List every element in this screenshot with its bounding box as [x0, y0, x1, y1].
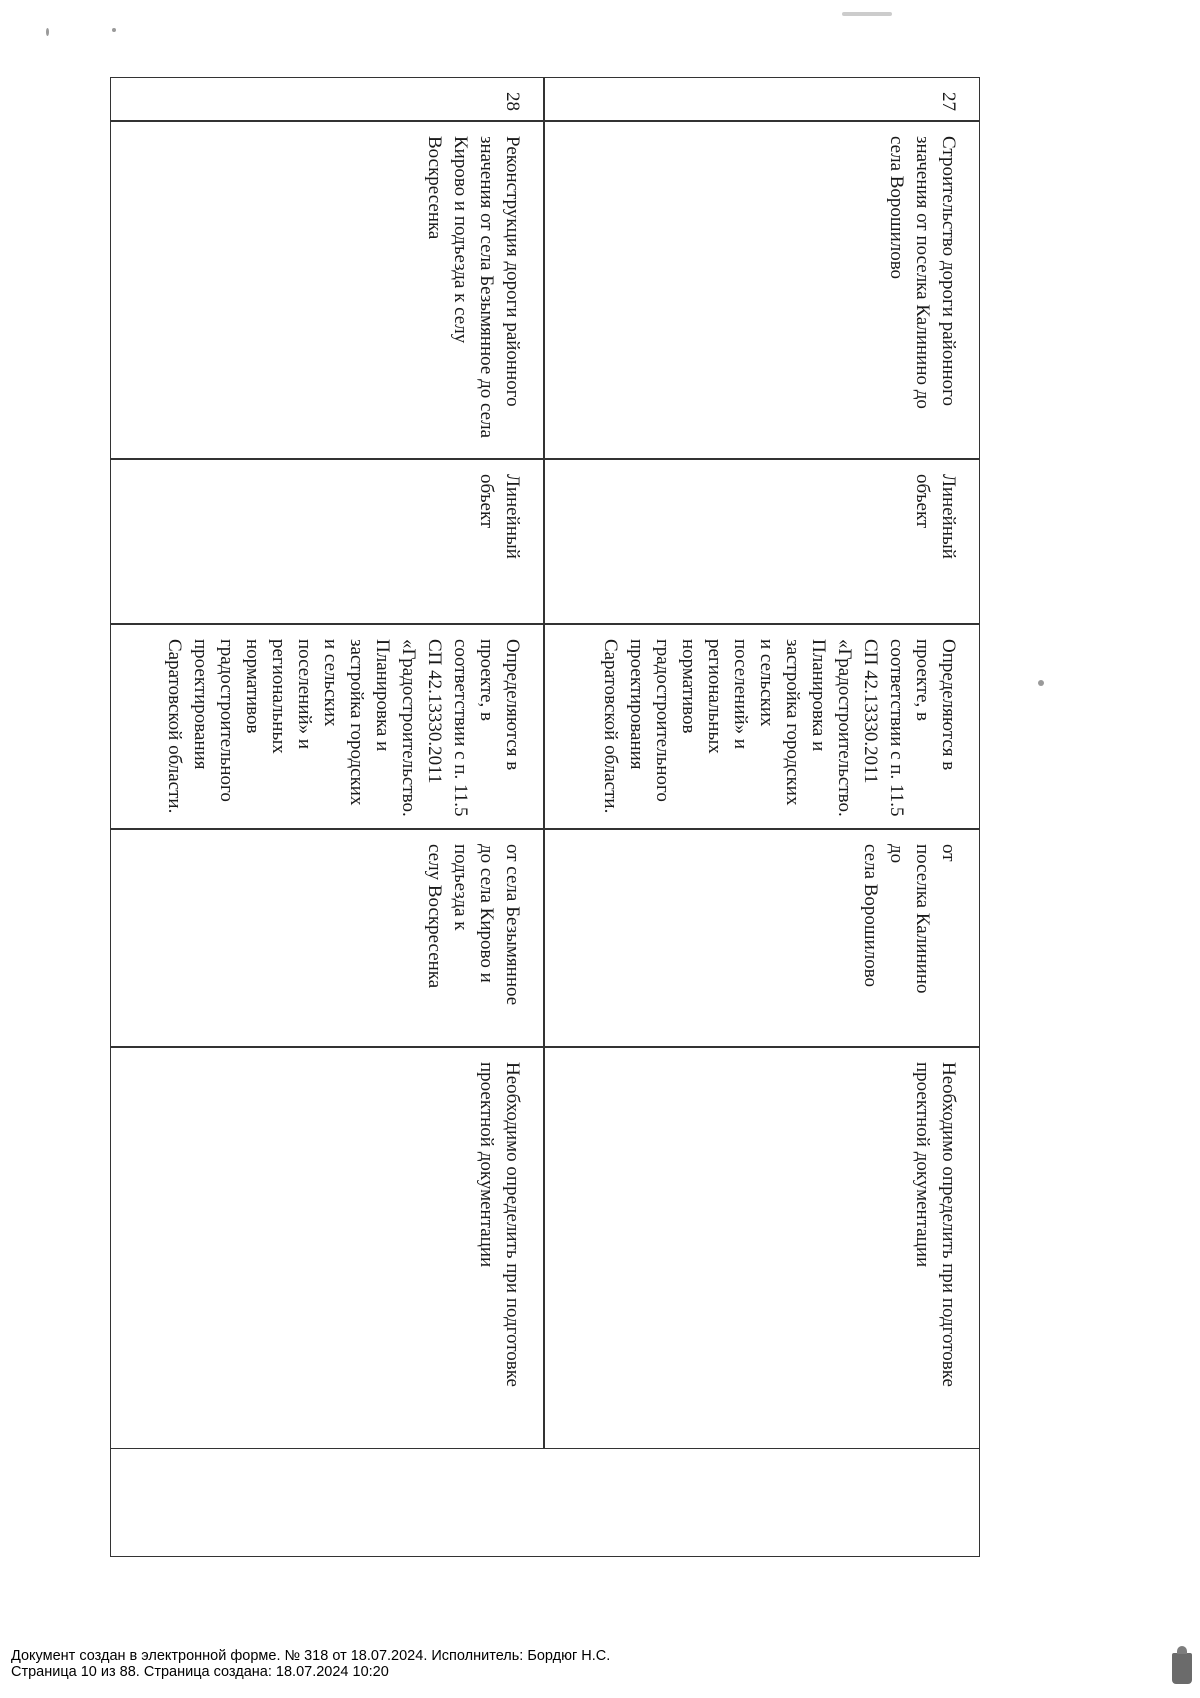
cell-note: Необходимо определить при подготовке проектной документации	[544, 1047, 980, 1449]
scan-speck	[842, 12, 892, 16]
scan-speck	[46, 28, 49, 36]
cell-location: от поселка Калинино до села Ворошилово	[544, 829, 980, 1047]
cell-parameters: Определяются в проекте, в соответствии с п. 11.5 СП 42.13330.2011 «Градостроительство. Планировка и застройка городских и сельских поселений» и региональных нормативов градостроительного проектирования Саратовской области.	[110, 624, 544, 829]
coat-of-arms-icon	[1172, 1653, 1192, 1684]
planning-table	[110, 77, 980, 1449]
table-row	[544, 77, 980, 1449]
cell-object-name: Строительство дороги районного значения от поселка Калинино до села Ворошилово	[544, 121, 980, 459]
cell-object-name: Реконструкция дороги районного значения от села Безымянное до села Кирово и подъезда к селу Воскресенка	[110, 121, 544, 459]
cell-location: от села Безымянное до села Кирово и подъезда к селу Воскресенка	[110, 829, 544, 1047]
table-empty-block	[110, 1354, 980, 1557]
scan-speck	[1038, 680, 1044, 686]
cell-object-type: Линейный объект	[544, 459, 980, 624]
footer-line-1: Документ создан в электронной форме. № 318 от 18.07.2024. Исполнитель: Бордюг Н.С.	[11, 1648, 611, 1664]
cell-object-type: Линейный объект	[110, 459, 544, 624]
cell-note: Необходимо определить при подготовке проектной документации	[110, 1047, 544, 1449]
table-row	[110, 77, 544, 1449]
cell-number: 28	[110, 77, 544, 121]
scan-speck	[112, 28, 116, 32]
cell-number: 27	[544, 77, 980, 121]
document-footer	[11, 1648, 610, 1680]
cell-parameters: Определяются в проекте, в соответствии с п. 11.5 СП 42.13330.2011 «Градостроительство. Планировка и застройка городских и сельских поселений» и региональных нормативов градостроительного проектирования Саратовской области.	[544, 624, 980, 829]
footer-line-2: Страница 10 из 88. Страница создана: 18.07.2024 10:20	[11, 1664, 389, 1680]
